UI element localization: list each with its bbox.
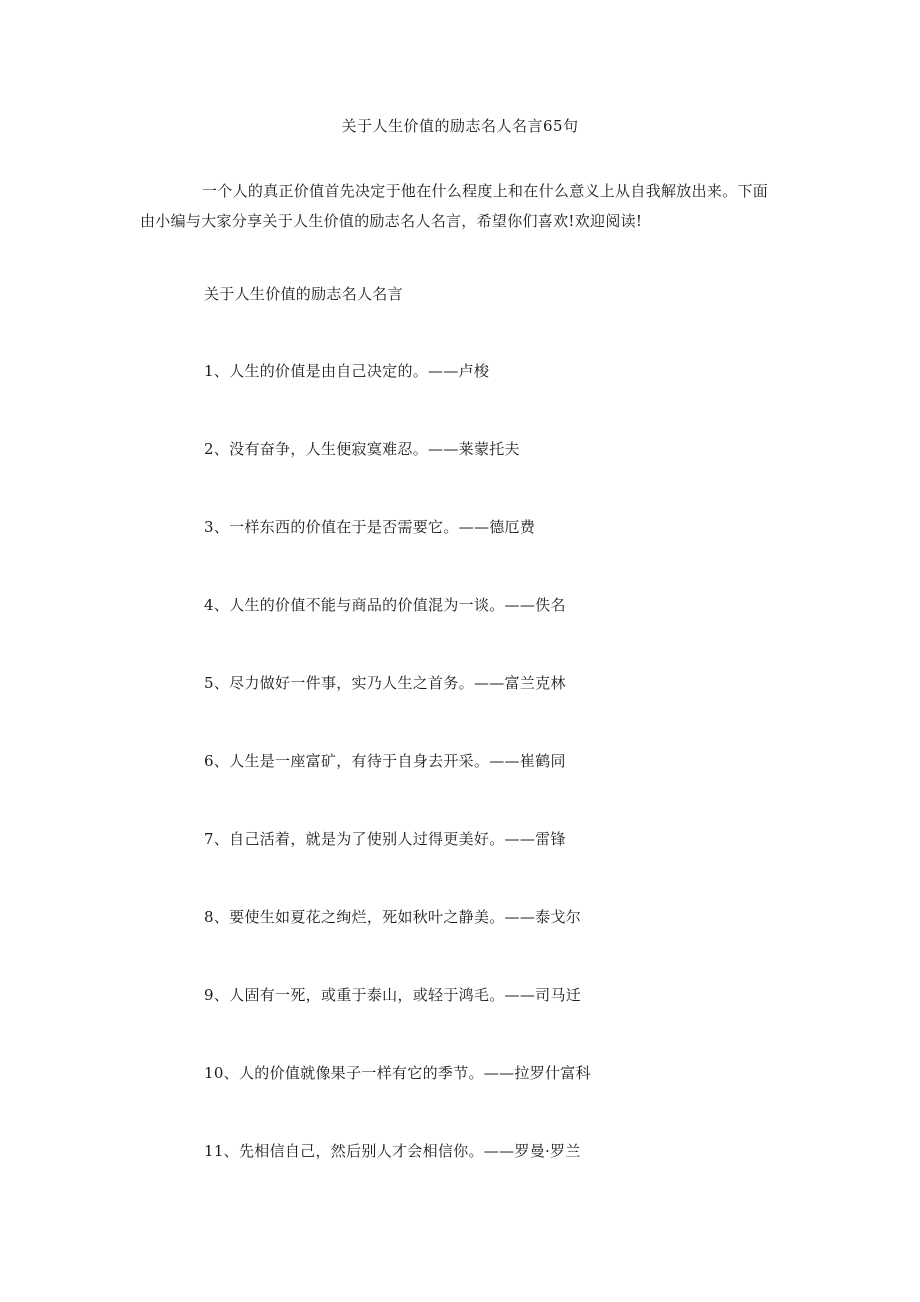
intro-paragraph: 一个人的真正价值首先决定于他在什么程度上和在什么意义上从自我解放出来。下面由小编与大家分享关于人生价值的励志名人名言，希望你们喜欢!欢迎阅读! bbox=[140, 182, 769, 230]
section-heading: 关于人生价值的励志名人名言 bbox=[204, 285, 403, 303]
quote-item-11: 11、先相信自己，然后别人才会相信你。——罗曼·罗兰 bbox=[204, 1142, 581, 1160]
quote-item-8: 8、要使生如夏花之绚烂，死如秋叶之静美。——泰戈尔 bbox=[204, 908, 582, 926]
quote-list bbox=[204, 361, 591, 1219]
quote-item-3: 3、一样东西的价值在于是否需要它。——德厄费 bbox=[204, 518, 536, 536]
quote-item-9: 9、人固有一死，或重于泰山，或轻于鸿毛。——司马迁 bbox=[204, 986, 582, 1004]
quote-item-4: 4、人生的价值不能与商品的价值混为一谈。——佚名 bbox=[204, 596, 566, 614]
quote-item-7: 7、自己活着，就是为了使别人过得更美好。——雷锋 bbox=[204, 830, 566, 848]
page-title: 关于人生价值的励志名人名言65句 bbox=[341, 117, 579, 135]
quote-item-6: 6、人生是一座富矿，有待于自身去开采。——崔鹤同 bbox=[204, 752, 566, 770]
quote-item-1: 1、人生的价值是由自己决定的。——卢梭 bbox=[204, 362, 490, 380]
quote-item-5: 5、尽力做好一件事，实乃人生之首务。——富兰克林 bbox=[204, 674, 566, 692]
quote-item-10: 10、人的价值就像果子一样有它的季节。——拉罗什富科 bbox=[204, 1064, 591, 1082]
quote-item-2: 2、没有奋争，人生便寂寞难忍。——莱蒙托夫 bbox=[204, 440, 520, 458]
